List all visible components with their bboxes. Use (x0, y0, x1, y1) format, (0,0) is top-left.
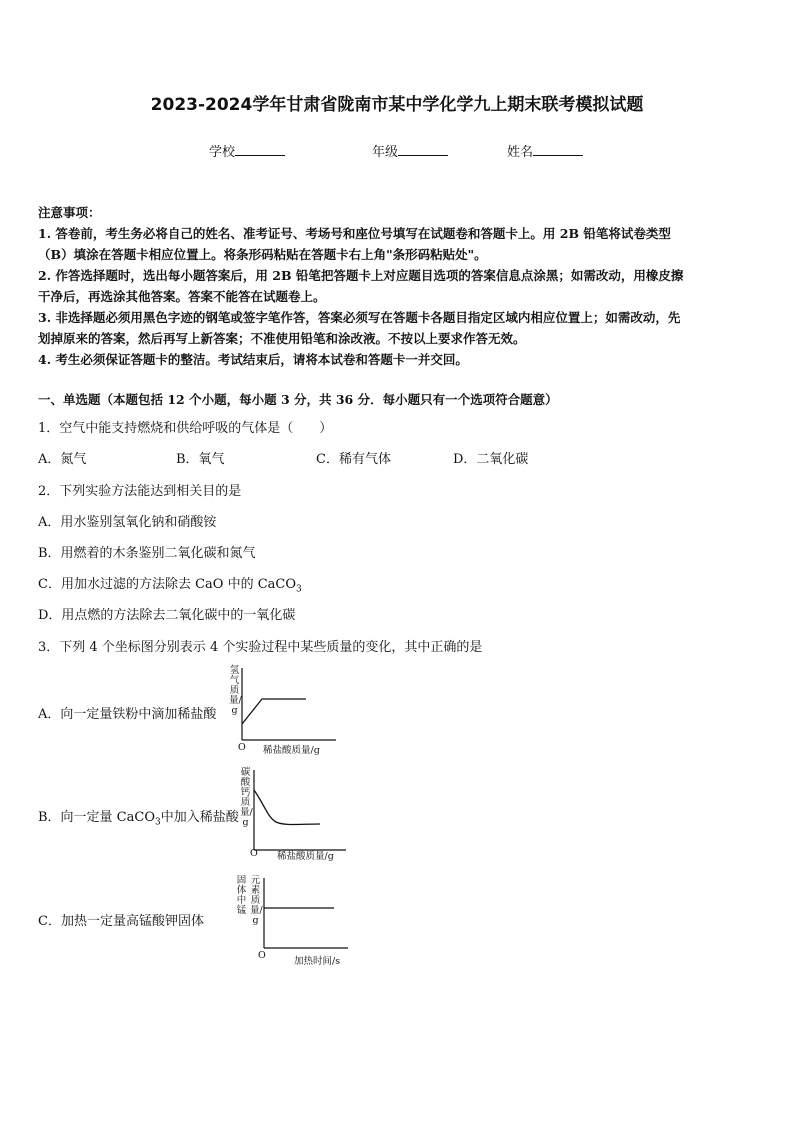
graph-b-ylabel: 碳酸钙质量/g (240, 767, 253, 828)
section-heading: 一、单选题（本题包括 12 个小题，每小题 3 分，共 36 分．每小题只有一个选项符合题意） (38, 392, 558, 407)
grade-label: 年级 (372, 145, 399, 160)
grade-blank (398, 143, 448, 156)
q2-option-d: D．用点燃的方法除去二氧化碳中的一氧化碳 (38, 608, 296, 623)
q1-option-a: A．氮气 (38, 452, 87, 467)
q3-option-a: A．向一定量铁粉中滴加稀盐酸 (38, 707, 217, 722)
note-line: 2. 作答选择题时，选出每小题答案后，用 2B 铅笔把答题卡上对应题目选项的答案信息点涂黑；如需改动，用橡皮擦 (38, 268, 684, 283)
q3-option-b-text: B．向一定量 CaCO (38, 810, 155, 825)
note-line: 4. 考生必须保证答题卡的整洁。考试结束后，请将本试卷和答题卡一并交回。 (38, 352, 468, 367)
q3-option-b-subscript: 3 (155, 817, 161, 828)
notes-heading: 注意事项： (38, 205, 101, 220)
q2-option-a: A．用水鉴别氢氧化钠和硝酸铵 (38, 515, 217, 530)
graph-b-origin: O (250, 848, 258, 859)
q2-option-c-subscript: 3 (296, 584, 302, 595)
graph-a-ylabel: 氢气质量/g (229, 665, 242, 716)
school-label: 学校 (209, 145, 236, 160)
note-line: 划掉原来的答案，然后再写上新答案；不准使用铅笔和涂改液。不按以上要求作答无效。 (38, 331, 526, 346)
q2-stem: 2．下列实验方法能达到相关目的是 (38, 484, 242, 499)
graph-c (252, 874, 352, 964)
name-label: 姓名 (507, 145, 534, 160)
q1-option-b: B．氧气 (176, 452, 225, 467)
q1-option-c: C．稀有气体 (316, 452, 391, 467)
note-line: 3. 非选择题必须用黑色字迹的钢笔或签字笔作答，答案必须写在答题卡各题目指定区域内相应位置上；如需改动，先 (38, 310, 681, 325)
note-line: （B）填涂在答题卡相应位置上。将条形码粘贴在答题卡右上角"条形码粘贴处"。 (38, 247, 487, 262)
q3-option-c: C．加热一定量高锰酸钾固体 (38, 914, 204, 929)
q2-option-c-text: C．用加水过滤的方法除去 CaO 中的 CaCO (38, 577, 297, 592)
graph-b-xlabel: 稀盐酸质量/g (277, 851, 334, 862)
name-blank (533, 143, 583, 156)
q3-option-b (38, 806, 239, 828)
page-title: 2023-2024学年甘肃省陇南市某中学化学九上期末联考模拟试题 (150, 95, 644, 115)
q1-stem: 1．空气中能支持燃烧和供给呼吸的气体是（ ） (38, 421, 333, 436)
note-line: 1. 答卷前，考生务必将自己的姓名、准考证号、考场号和座位号填写在试题卷和答题卡上。用 2B 铅笔将试卷类型 (38, 226, 671, 241)
name-field (507, 141, 583, 160)
grade-field (372, 141, 448, 160)
q3-option-b-text-end: 中加入稀盐酸 (160, 810, 239, 825)
school-blank (235, 143, 285, 156)
graph-a-xlabel: 稀盐酸质量/g (263, 745, 320, 756)
q3-stem: 3．下列 4 个坐标图分别表示 4 个实验过程中某些质量的变化，其中正确的是 (38, 640, 483, 655)
graph-c-ylabel-1: 固体中锰 (236, 875, 247, 916)
school-field (209, 141, 285, 160)
graph-a-curve (242, 699, 306, 724)
graph-c-xlabel: 加热时间/s (294, 956, 341, 967)
note-line: 干净后，再选涂其他答案。答案不能答在试题卷上。 (38, 289, 326, 304)
graph-b-curve (254, 790, 320, 825)
q2-option-c (38, 573, 302, 595)
q1-option-d: D．二氧化碳 (453, 452, 529, 467)
graph-a-origin: O (238, 742, 246, 753)
graph-c-ylabel-2: 元素质量/g (250, 875, 263, 926)
q2-option-b: B．用燃着的木条鉴别二氧化碳和氮气 (38, 546, 256, 561)
graph-c-origin: O (258, 950, 266, 961)
